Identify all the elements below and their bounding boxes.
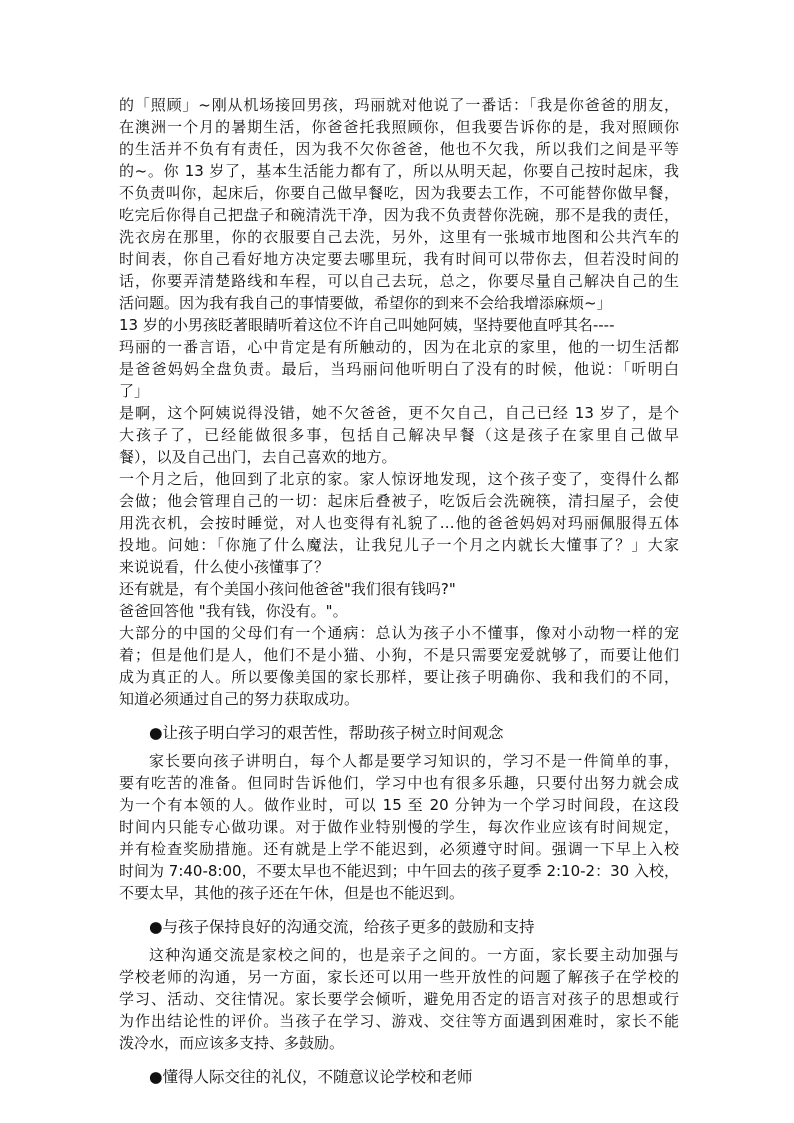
story-line: 是爸爸妈妈全盘负责。最后，当玛丽问他听明白了没有的时候，他说：「听明白 <box>119 360 679 378</box>
story-line: 餐），以及自己出门，去自己喜欢的地方。 <box>119 448 397 466</box>
story-line: 用洗衣机，会按时睡觉，对人也变得有礼貌了…他的爸爸妈妈对玛丽佩服得五体 <box>119 514 679 532</box>
story-line: 一个月之后，他回到了北京的家。家人惊讶地发现，这个孩子变了，变得什么都 <box>119 470 679 488</box>
story-line: 的「照顾」~刚从机场接回男孩，玛丽就对他说了一番话：「我是你爸爸的朋友， <box>119 96 679 114</box>
story-line: 13 岁的小男孩眨著眼睛听着这位不许自己叫她阿姨，坚持要他直呼其名---- <box>119 316 615 334</box>
section-heading-etiquette: ●懂得人际交往的礼仪，不随意议论学校和老师 <box>149 1068 473 1086</box>
story-line: 是啊，这个阿姨说得没错，她不欠爸爸，更不欠自己，自己已经 13 岁了，是个 <box>119 404 679 422</box>
story-paragraphs <box>119 94 679 710</box>
story-line: 话，你要弄清楚路线和车程，可以自己去玩，总之，你要尽量自己解决自己的生 <box>119 272 679 290</box>
story-line: 吃完后你得自己把盘子和碗清洗干净，因为我不负责替你洗碗，那不是我的责任， <box>119 206 679 224</box>
story-line: 了」 <box>119 382 150 400</box>
story-line: 大孩子了，已经能做很多事，包括自己解决早餐（这是孩子在家里自己做早 <box>119 426 679 444</box>
section-line: 家长要向孩子讲明白，每个人都是要学习知识的，学习不是一件简单的事， <box>149 752 679 770</box>
story-line: 时间表，你自己看好地方决定要去哪里玩，我有时间可以带你去，但若没时间的 <box>119 250 679 268</box>
story-line: 的~。你 13 岁了，基本生活能力都有了，所以从明天起，你要自己按时起床，我 <box>119 162 679 180</box>
section-line: 时间为 7:40-8:00，不要太早也不能迟到；中午回去的孩子夏季 2:10-2：30 入校， <box>119 862 679 880</box>
story-line: 大部分的中国的父母们有一个通病：总认为孩子小不懂事，像对小动物一样的宠 <box>119 624 679 642</box>
section-body-study-time <box>119 750 679 904</box>
story-line: 爸爸回答他 "我有钱，你没有。"。 <box>119 602 348 620</box>
document-body <box>119 94 679 1094</box>
story-line: 不负责叫你，起床后，你要自己做早餐吃，因为我要去工作，不可能替你做早餐， <box>119 184 679 202</box>
section-line: 学习、活动、交往情况。家长要学会倾听，避免用否定的语言对孩子的思想或行 <box>119 990 679 1008</box>
story-line: 投地。问她：「你施了什么魔法，让我兒儿子一个月之内就长大懂事了？」大家 <box>119 536 679 554</box>
story-line: 还有就是，有个美国小孩问他爸爸"我们很有钱吗?" <box>119 580 456 598</box>
section-heading-study-time: ●让孩子明白学习的艰苦性，帮助孩子树立时间观念 <box>149 724 504 742</box>
section-line: 为作出结论性的评价。当孩子在学习、游戏、交往等方面遇到困难时，家长不能 <box>119 1012 679 1030</box>
section-line: 不要太早，其他的孩子还在午休，但是也不能迟到。 <box>119 884 465 902</box>
section-line: 为一个有本领的人。做作业时，可以 15 至 20 分钟为一个学习时间段，在这段 <box>119 796 679 814</box>
story-line: 着；但是他们是人，他们不是小猫、小狗，不是只需要宠爱就够了，而要让他们 <box>119 646 679 664</box>
section-line: 并有检查奖励措施。还有就是上学不能迟到，必须遵守时间。强调一下早上入校 <box>119 840 679 858</box>
story-line: 在澳洲一个月的暑期生活，你爸爸托我照顾你，但我要告诉你的是，我对照顾你 <box>119 118 679 136</box>
story-line: 的生活并不负有有责任，因为我不欠你爸爸，他也不欠我，所以我们之间是平等 <box>119 140 679 158</box>
story-line: 洗衣房在那里，你的衣服要自己去洗，另外，这里有一张城市地图和公共汽车的 <box>119 228 679 246</box>
story-line: 成为真正的人。所以要像美国的家长那样，要让孩子明确你、我和我们的不同， <box>119 668 679 686</box>
story-line: 来说说看，什么使小孩懂事了？ <box>119 558 330 576</box>
story-line: 玛丽的一番言语，心中肯定是有所触动的，因为在北京的家里，他的一切生活都 <box>119 338 679 356</box>
section-line: 时间内只能专心做功课。对于做作业特别慢的学生，每次作业应该有时间规定， <box>119 818 679 836</box>
section-line: 泼冷水，而应该多支持、多鼓励。 <box>119 1034 345 1052</box>
section-body-communication <box>119 944 679 1054</box>
section-heading-communication: ●与孩子保持良好的沟通交流，给孩子更多的鼓励和支持 <box>149 918 535 936</box>
section-line: 要有吃苦的准备。但同时告诉他们，学习中也有很多乐趣，只要付出努力就会成 <box>119 774 679 792</box>
section-line: 学校老师的沟通，另一方面，家长还可以用一些开放性的问题了解孩子在学校的 <box>119 968 679 986</box>
story-line: 知道必须通过自己的努力获取成功。 <box>119 690 360 708</box>
section-line: 这种沟通交流是家校之间的，也是亲子之间的。一方面，家长要主动加强与 <box>149 946 679 964</box>
story-line: 会做；他会管理自己的一切：起床后叠被子，吃饭后会洗碗筷，清扫屋子，会使 <box>119 492 679 510</box>
story-line: 活问题。因为我有我自己的事情要做，希望你的到来不会给我增添麻烦~」 <box>119 294 612 312</box>
